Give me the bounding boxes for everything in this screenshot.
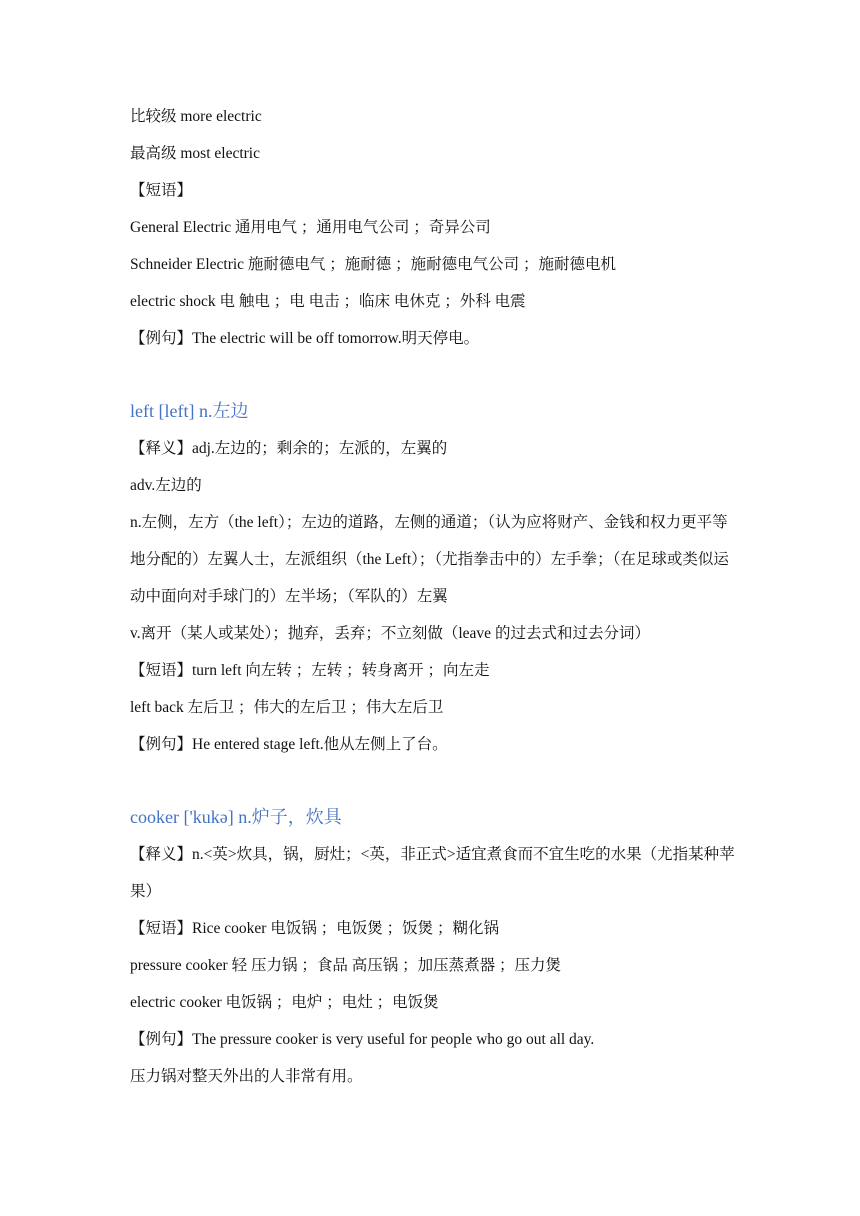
comparative-form: 比较级 more electric: [130, 108, 262, 125]
phrase-item: pressure cooker 轻 压力锅 ；食品 高压锅 ；加压蒸煮器 ；压力煲: [130, 957, 561, 974]
phrases-label: 【短语】: [130, 182, 193, 199]
document-page: [130, 98, 740, 1095]
phrase-item: Schneider Electric 施耐德电气 ；施耐德 ；施耐德电气公司 ；施耐德电机: [130, 256, 617, 273]
phrase-item: left back 左后卫 ；伟大的左后卫 ；伟大左后卫: [130, 699, 444, 716]
entry-heading-cooker: cooker ['kukə] n.炉子，炊具: [130, 807, 342, 827]
phrase-item: electric cooker 电饭锅 ；电炉 ；电灶 ；电饭煲: [130, 994, 439, 1011]
phrase-item: electric shock 电 触电 ；电 电击 ；临床 电休克 ；外科 电震: [130, 293, 526, 310]
definition-line: adv.左边的: [130, 477, 202, 494]
superlative-form: 最高级 most electric: [130, 145, 260, 162]
phrase-item: 【短语】Rice cooker 电饭锅 ；电饭煲 ；饭煲 ；糊化锅: [130, 920, 499, 937]
example-sentence: 【例句】The pressure cooker is very useful for people who go out all day.: [130, 1031, 595, 1048]
definition-line: v.离开（某人或某处）；抛弃，丢弃；不立刻做（leave 的过去式和过去分词）: [130, 625, 650, 642]
phrase-item: General Electric 通用电气 ；通用电气公司 ；奇异公司: [130, 219, 491, 236]
phrase-item: 【短语】turn left 向左转 ；左转 ；转身离开 ；向左走: [130, 662, 490, 679]
example-sentence: 【例句】He entered stage left.他从左侧上了台。: [130, 736, 448, 753]
definition-paragraph: n.左侧，左方（the left）；左边的道路，左侧的通道；（认为应将财产、金钱和权力更平等地分配的）左翼人士，左派组织（the Left）；（尤指拳击中的）左手拳；（在足球或类似运动中面向对手球门的）左半场；（军队的）左翼: [130, 514, 729, 605]
entry-heading-left: left [left] n.左边: [130, 401, 249, 421]
example-sentence: 【例句】The electric will be off tomorrow.明天停电。: [130, 330, 480, 347]
definition-paragraph: 【释义】n.<英>炊具，锅，厨灶；<英，非正式>适宜煮食而不宜生吃的水果（尤指某种苹果）: [130, 846, 735, 900]
definition-line: 【释义】adj.左边的；剩余的；左派的，左翼的: [130, 440, 448, 457]
example-translation: 压力锅对整天外出的人非常有用。: [130, 1068, 363, 1085]
